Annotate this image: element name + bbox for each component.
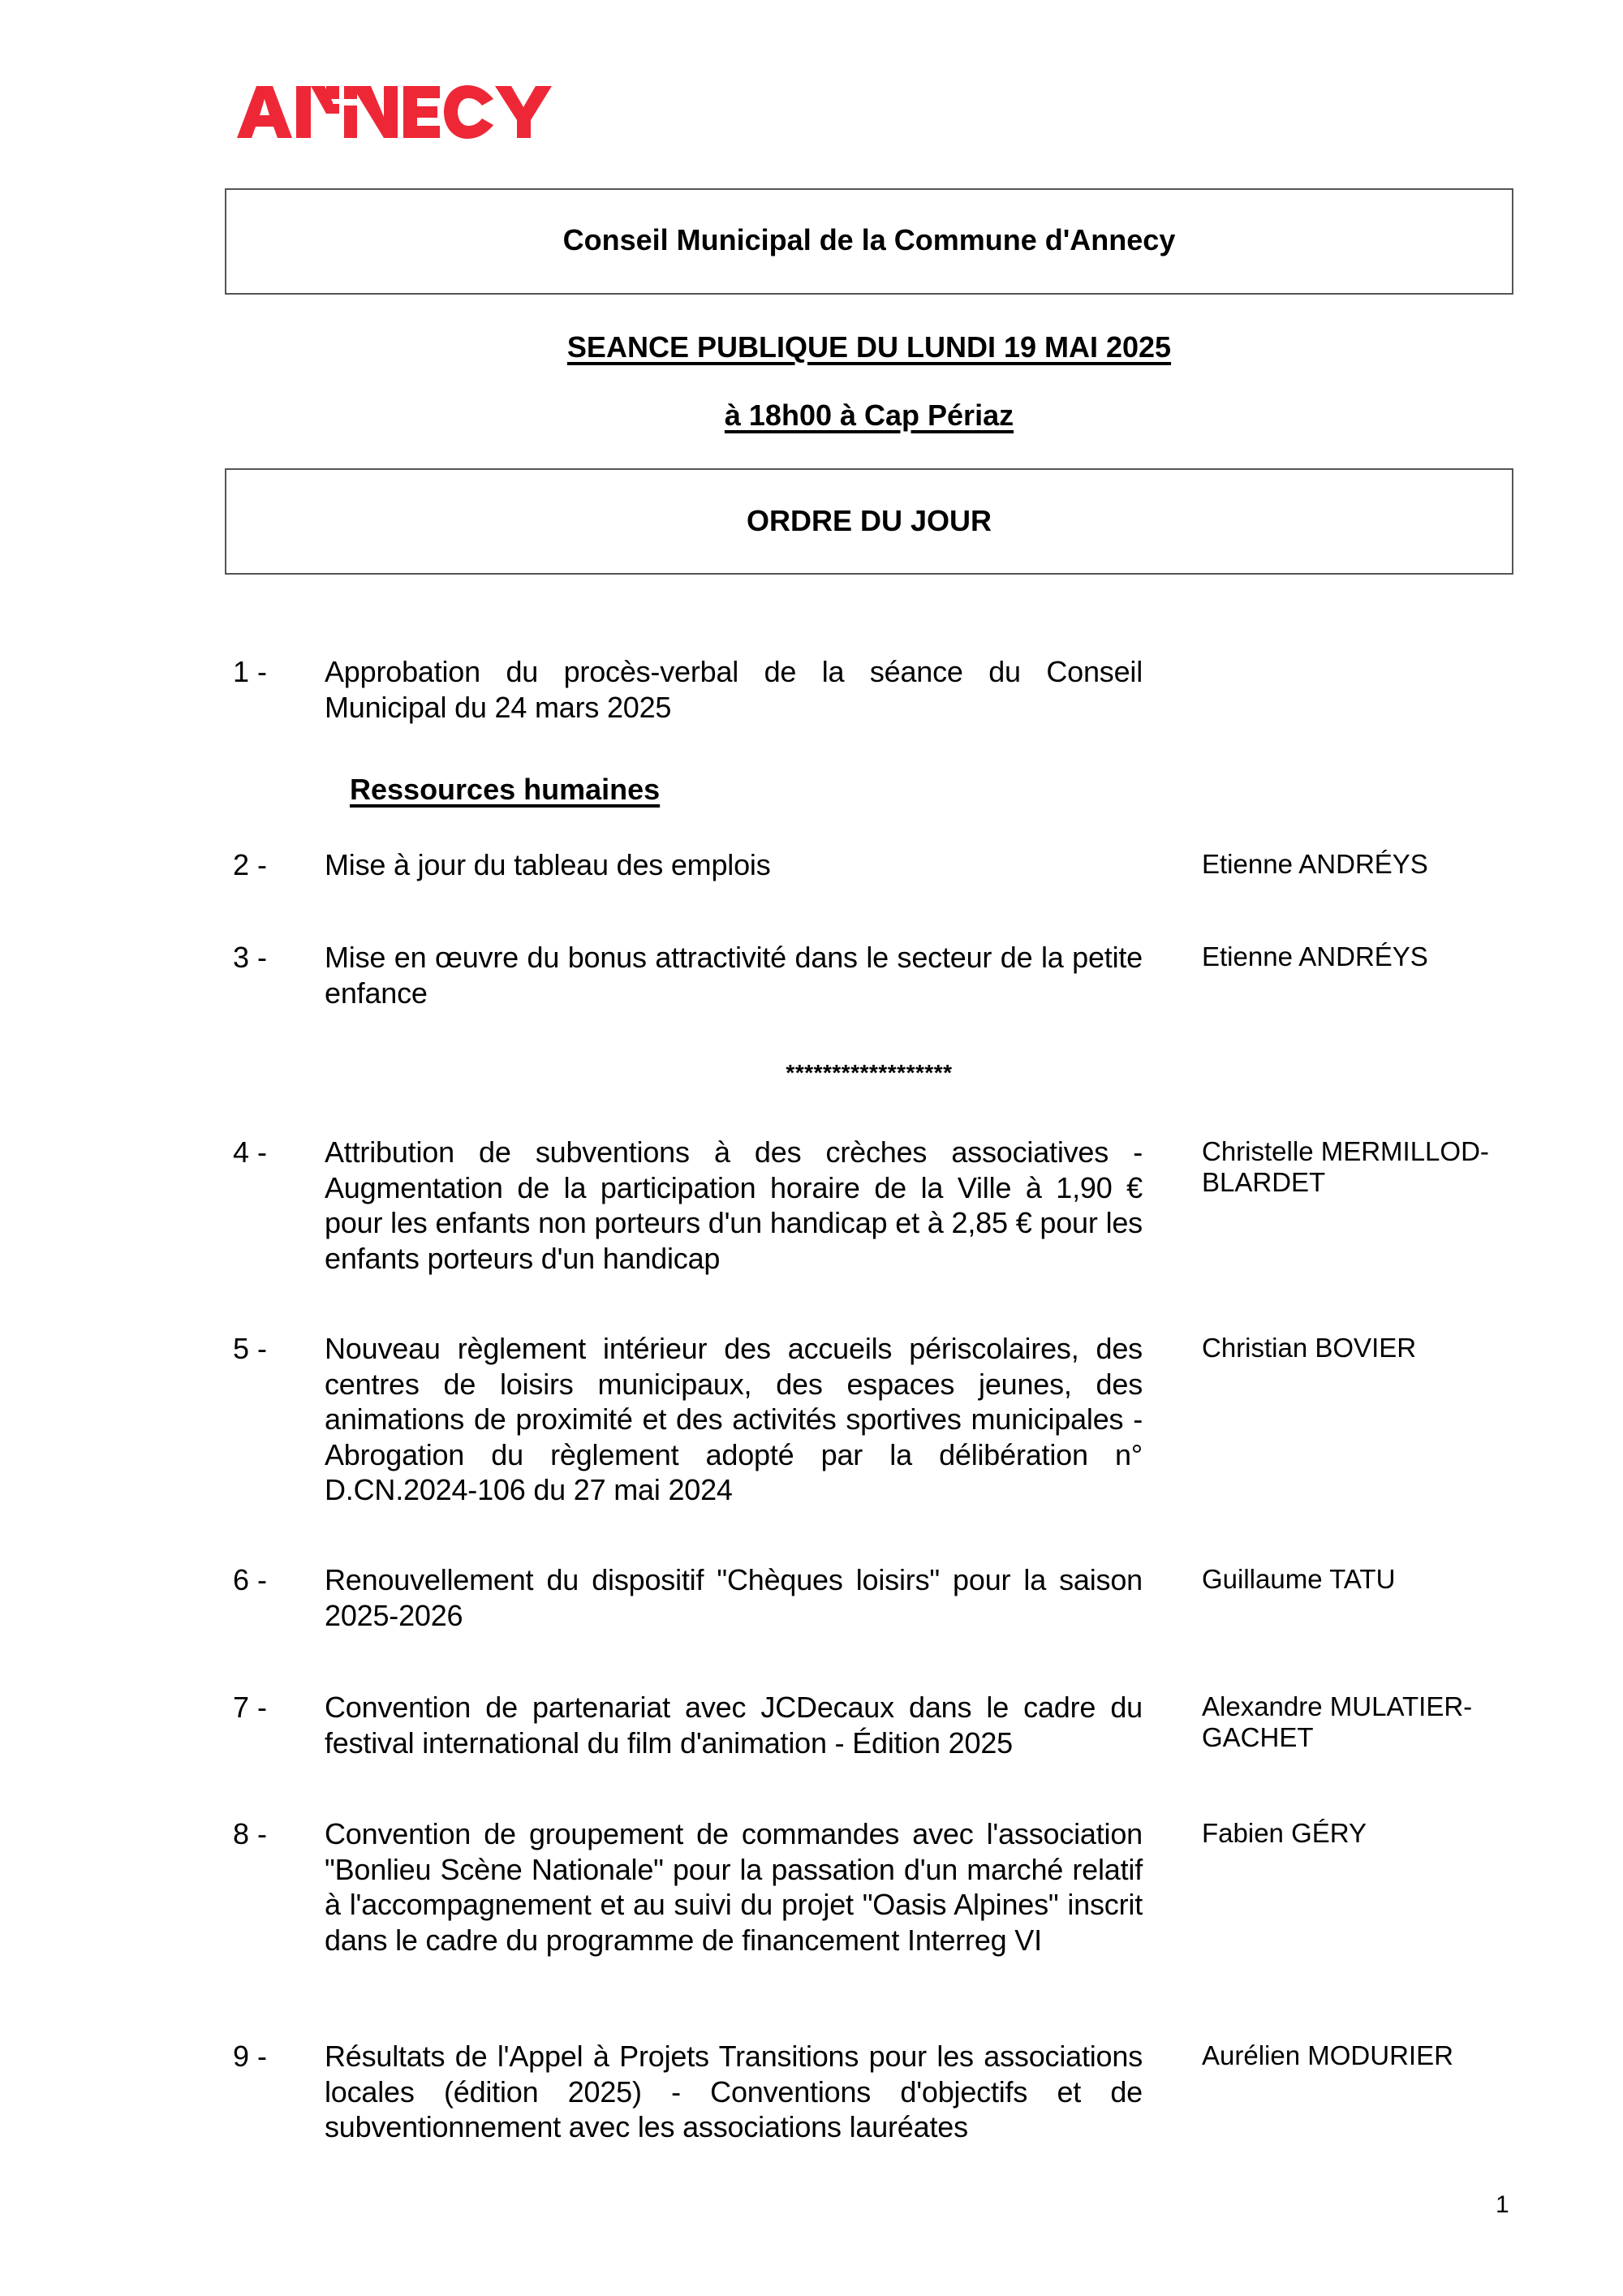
agenda-title-box <box>225 468 1513 575</box>
council-title: Conseil Municipal de la Commune d'Annecy <box>562 223 1176 256</box>
agenda-item-number: 3 - <box>233 941 268 974</box>
agenda-item-presenter: Aurélien MODURIER <box>1202 2040 1453 2070</box>
agenda-item-number: 7 - <box>233 1691 268 1724</box>
section-heading: Ressources humaines <box>350 773 661 806</box>
agenda-item-text: Attribution de subventions à des crèches associatives - Augmentation de la participation horaire de la Ville à 1,90 € pour les enfants non porteurs d'un handicap et à 2,85 € pour les enfants porteurs d'un handicap <box>325 1135 1143 1275</box>
section-separator: ****************** <box>786 1060 953 1085</box>
agenda-item-presenter: Etienne ANDRÉYS <box>1202 941 1428 971</box>
agenda-item-number: 5 - <box>233 1332 268 1365</box>
agenda-item-presenter: Etienne ANDRÉYS <box>1202 849 1428 879</box>
agenda-item-presenter: Guillaume TATU <box>1202 1564 1396 1594</box>
agenda-item-text: Mise à jour du tableau des emplois <box>325 848 771 881</box>
agenda-item-number: 2 - <box>233 848 268 881</box>
agenda-item-text: Mise en œuvre du bonus attractivité dans le secteur de la petite enfance <box>325 941 1143 1010</box>
session-title <box>225 330 1513 365</box>
agenda-item-text: Convention de partenariat avec JCDecaux dans le cadre du festival international du film d'animation - Édition 2025 <box>325 1691 1143 1760</box>
agenda-item-presenter: Christelle MERMILLOD-BLARDET <box>1202 1136 1489 1197</box>
council-title-box <box>225 188 1513 295</box>
annecy-logo <box>237 84 553 140</box>
session-time-place-text: à 18h00 à Cap Périaz <box>724 398 1014 432</box>
session-time-place <box>225 398 1513 433</box>
agenda-title: ORDRE DU JOUR <box>746 504 992 537</box>
agenda-item-number: 1 - <box>233 655 268 688</box>
agenda-item-number: 9 - <box>233 2040 268 2073</box>
agenda-item-text: Convention de groupement de commandes avec l'association "Bonlieu Scène Nationale" pour la passation d'un marché relatif à l'accompagnement et au suivi du projet "Oasis Alpines" inscrit dans le cadre du programme de financement Interreg VI <box>325 1817 1143 1957</box>
agenda-item-text: Renouvellement du dispositif "Chèques loisirs" pour la saison 2025-2026 <box>325 1563 1143 1632</box>
agenda-item-presenter: Christian BOVIER <box>1202 1333 1417 1363</box>
session-title-text: SEANCE PUBLIQUE DU LUNDI 19 MAI 2025 <box>566 330 1172 364</box>
agenda-item-text: Nouveau règlement intérieur des accueils périscolaires, des centres de loisirs municipaux, des espaces jeunes, des animations de proximité et des activités sportives municipales - Abrogation du règlement adopté par la délibération n° D.CN.2024-106 du 27 mai 2024 <box>325 1332 1143 1506</box>
agenda-item-number: 6 - <box>233 1563 268 1596</box>
agenda-item-presenter: Alexandre MULATIER-GACHET <box>1202 1691 1473 1752</box>
agenda-item-text: Résultats de l'Appel à Projets Transitions pour les associations locales (édition 2025) - Conventions d'objectifs et de subventionnement avec les associations lauréates <box>325 2040 1143 2143</box>
annecy-logo-icon <box>237 84 553 140</box>
agenda-item-text: Approbation du procès-verbal de la séance du Conseil Municipal du 24 mars 2025 <box>325 655 1143 724</box>
agenda-item-presenter: Fabien GÉRY <box>1202 1818 1367 1848</box>
page-number: 1 <box>1496 2191 1509 2218</box>
agenda-item-number: 4 - <box>233 1135 268 1169</box>
agenda-item-number: 8 - <box>233 1817 268 1850</box>
